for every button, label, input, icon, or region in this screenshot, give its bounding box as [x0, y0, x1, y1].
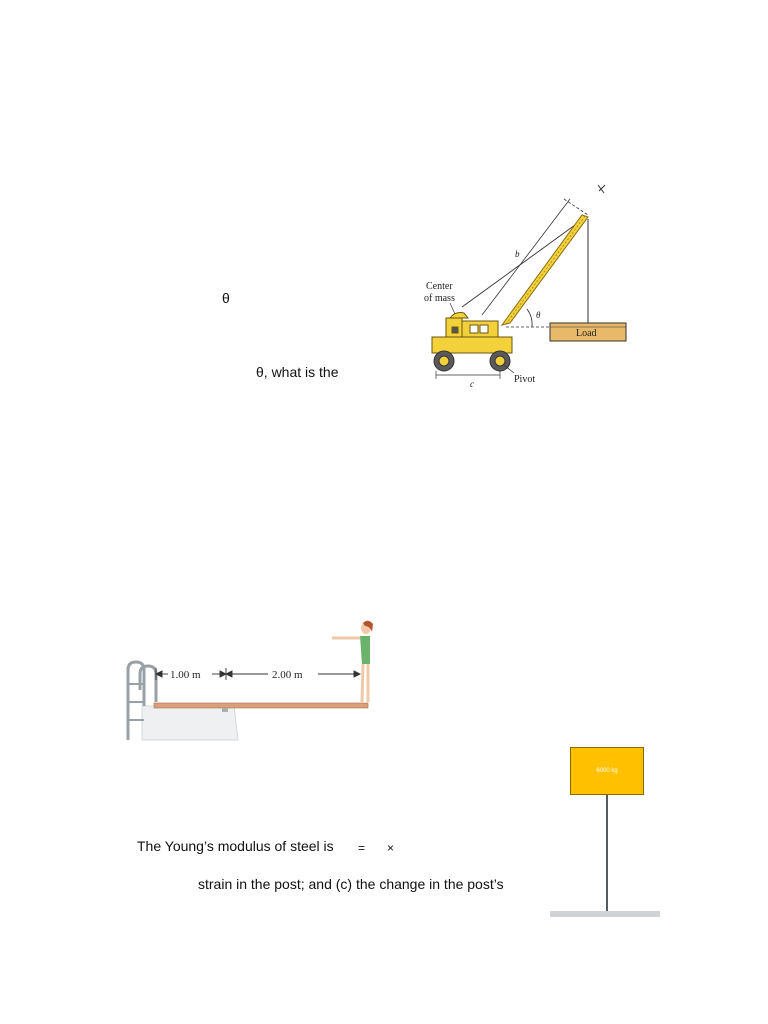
- ground: [550, 911, 660, 917]
- theta-arc: [527, 309, 532, 327]
- center-of-mass-label-line2: of mass: [424, 293, 455, 304]
- crane-body: [432, 313, 512, 353]
- post-figure: [550, 746, 662, 922]
- label-b: b: [515, 249, 520, 259]
- tension-arrow: [598, 185, 605, 193]
- dimension-label-2: 2.00 m: [272, 669, 303, 681]
- theta-label: θ: [536, 310, 541, 320]
- weight-sign-label: 6000 kg: [596, 768, 618, 774]
- label-c: c: [470, 379, 474, 389]
- pivot-label: Pivot: [514, 374, 536, 385]
- crane-figure: [410, 175, 640, 395]
- cable-line: [462, 217, 586, 307]
- weight-sign: [570, 747, 644, 795]
- theta-symbol: θ: [222, 290, 230, 306]
- problem1-line-fragment: θ, what is the: [256, 364, 339, 380]
- dimension-c: [436, 371, 500, 379]
- diving-board-figure: [122, 618, 382, 753]
- diving-board: [154, 703, 368, 708]
- board-fulcrum: [222, 708, 228, 712]
- youngs-times: ×: [387, 841, 395, 855]
- steel-post: [606, 795, 608, 911]
- diver: [332, 621, 373, 702]
- strain-line: strain in the post; and (c) the change in the post’s: [198, 876, 504, 892]
- load-label: Load: [576, 328, 597, 339]
- youngs-modulus-line: The Young’s modulus of steel is: [137, 838, 334, 854]
- youngs-equals: =: [358, 841, 366, 855]
- dimension-label-1: 1.00 m: [170, 669, 201, 681]
- crane-wheels: [434, 351, 510, 371]
- cable-dashed-line: [564, 199, 588, 215]
- center-of-mass-label-line1: Center: [426, 281, 453, 292]
